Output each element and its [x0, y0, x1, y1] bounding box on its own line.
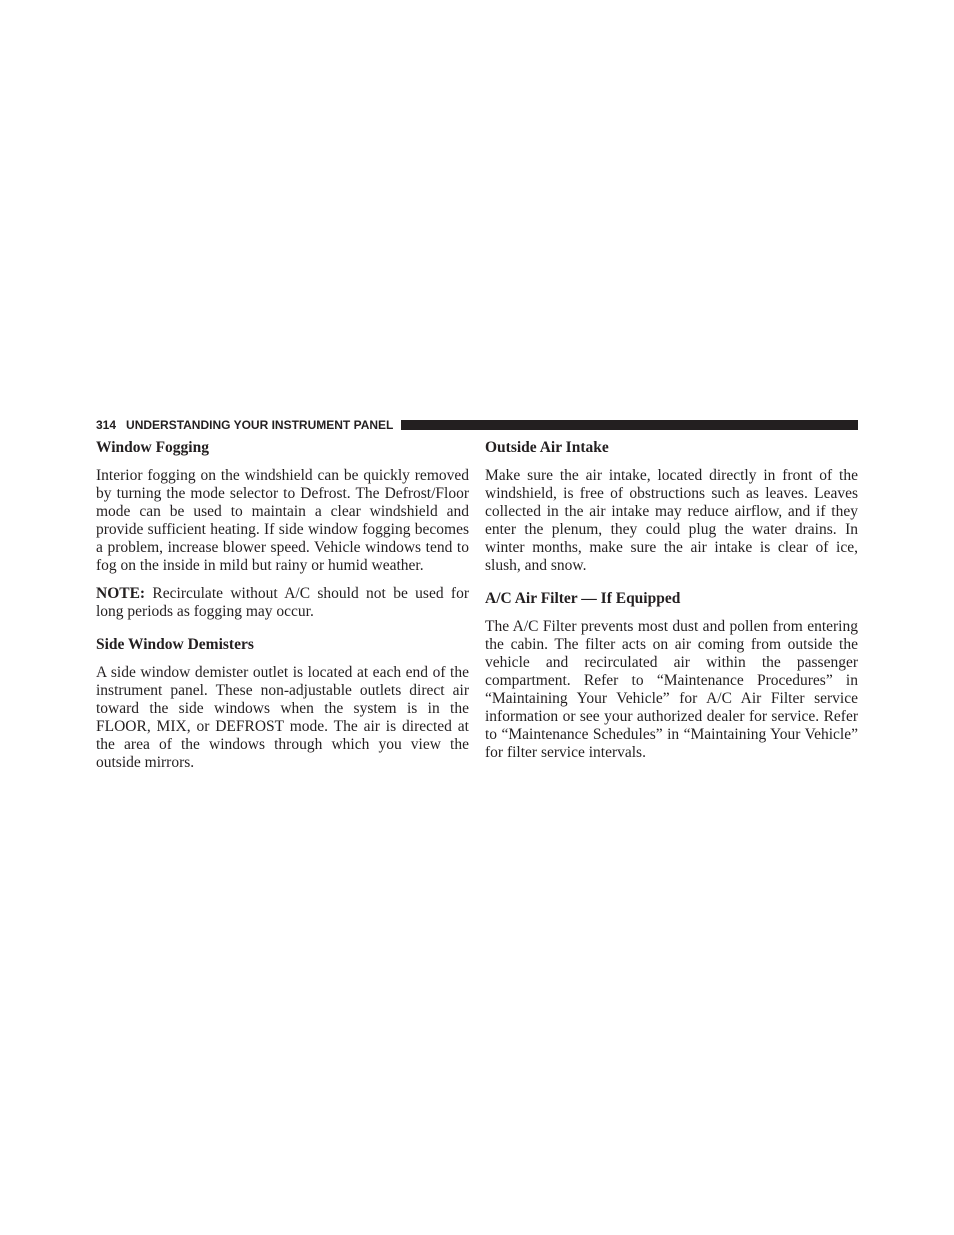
- side-window-demisters-body: A side window demister outlet is located at each end of the instrument panel. These non-adjustable outlets direct air toward the side windows when the system is in the FLOOR, MIX, or DEFROST mode. The air is directed at the area of the windows through which you view the outside mirrors.: [96, 664, 469, 771]
- outside-air-intake-body: Make sure the air intake, located directly in front of the windshield, is free of obstructions such as leaves. Leaves collected in the air intake may reduce airflow, and if they enter the plenum, they could plug the water drains. In winter months, make sure the air intake is clear of ice, slush, and snow.: [485, 467, 858, 574]
- note-label: NOTE:: [96, 585, 146, 602]
- outside-air-intake-heading: Outside Air Intake: [485, 439, 609, 456]
- note-text: Recirculate without A/C should not be used for long periods as fogging may occur.: [96, 585, 469, 620]
- section-title: UNDERSTANDING YOUR INSTRUMENT PANEL: [126, 418, 394, 432]
- side-window-demisters-heading: Side Window Demisters: [96, 636, 254, 653]
- right-column: [485, 438, 858, 772]
- ac-air-filter-heading: A/C Air Filter — If Equipped: [485, 590, 681, 607]
- window-fogging-body: Interior fogging on the windshield can be quickly removed by turning the mode selector to Defrost. The Defrost/Floor mode can be used to maintain a clear windshield and provide sufficient heating. If side window fogging becomes a problem, increase blower speed. Vehicle windows tend to fog on the inside in mild but rainy or humid weather.: [96, 467, 469, 574]
- left-column: [96, 438, 469, 782]
- ac-air-filter-body: The A/C Filter prevents most dust and pollen from entering the cabin. The filter acts on air coming from outside the vehicle and recirculated air within the passenger compartment. Refer to “Maintenance Procedures” in “Maintaining Your Vehicle” for A/C Air Filter service information or see your authorized dealer for service. Refer to “Maintenance Schedules” in “Maintaining Your Vehicle” for filter service intervals.: [485, 618, 858, 761]
- header-rule: [401, 420, 858, 430]
- page-header: [96, 417, 858, 433]
- page-number: 314: [96, 418, 117, 432]
- note-paragraph: [96, 585, 469, 621]
- window-fogging-heading: Window Fogging: [96, 439, 209, 456]
